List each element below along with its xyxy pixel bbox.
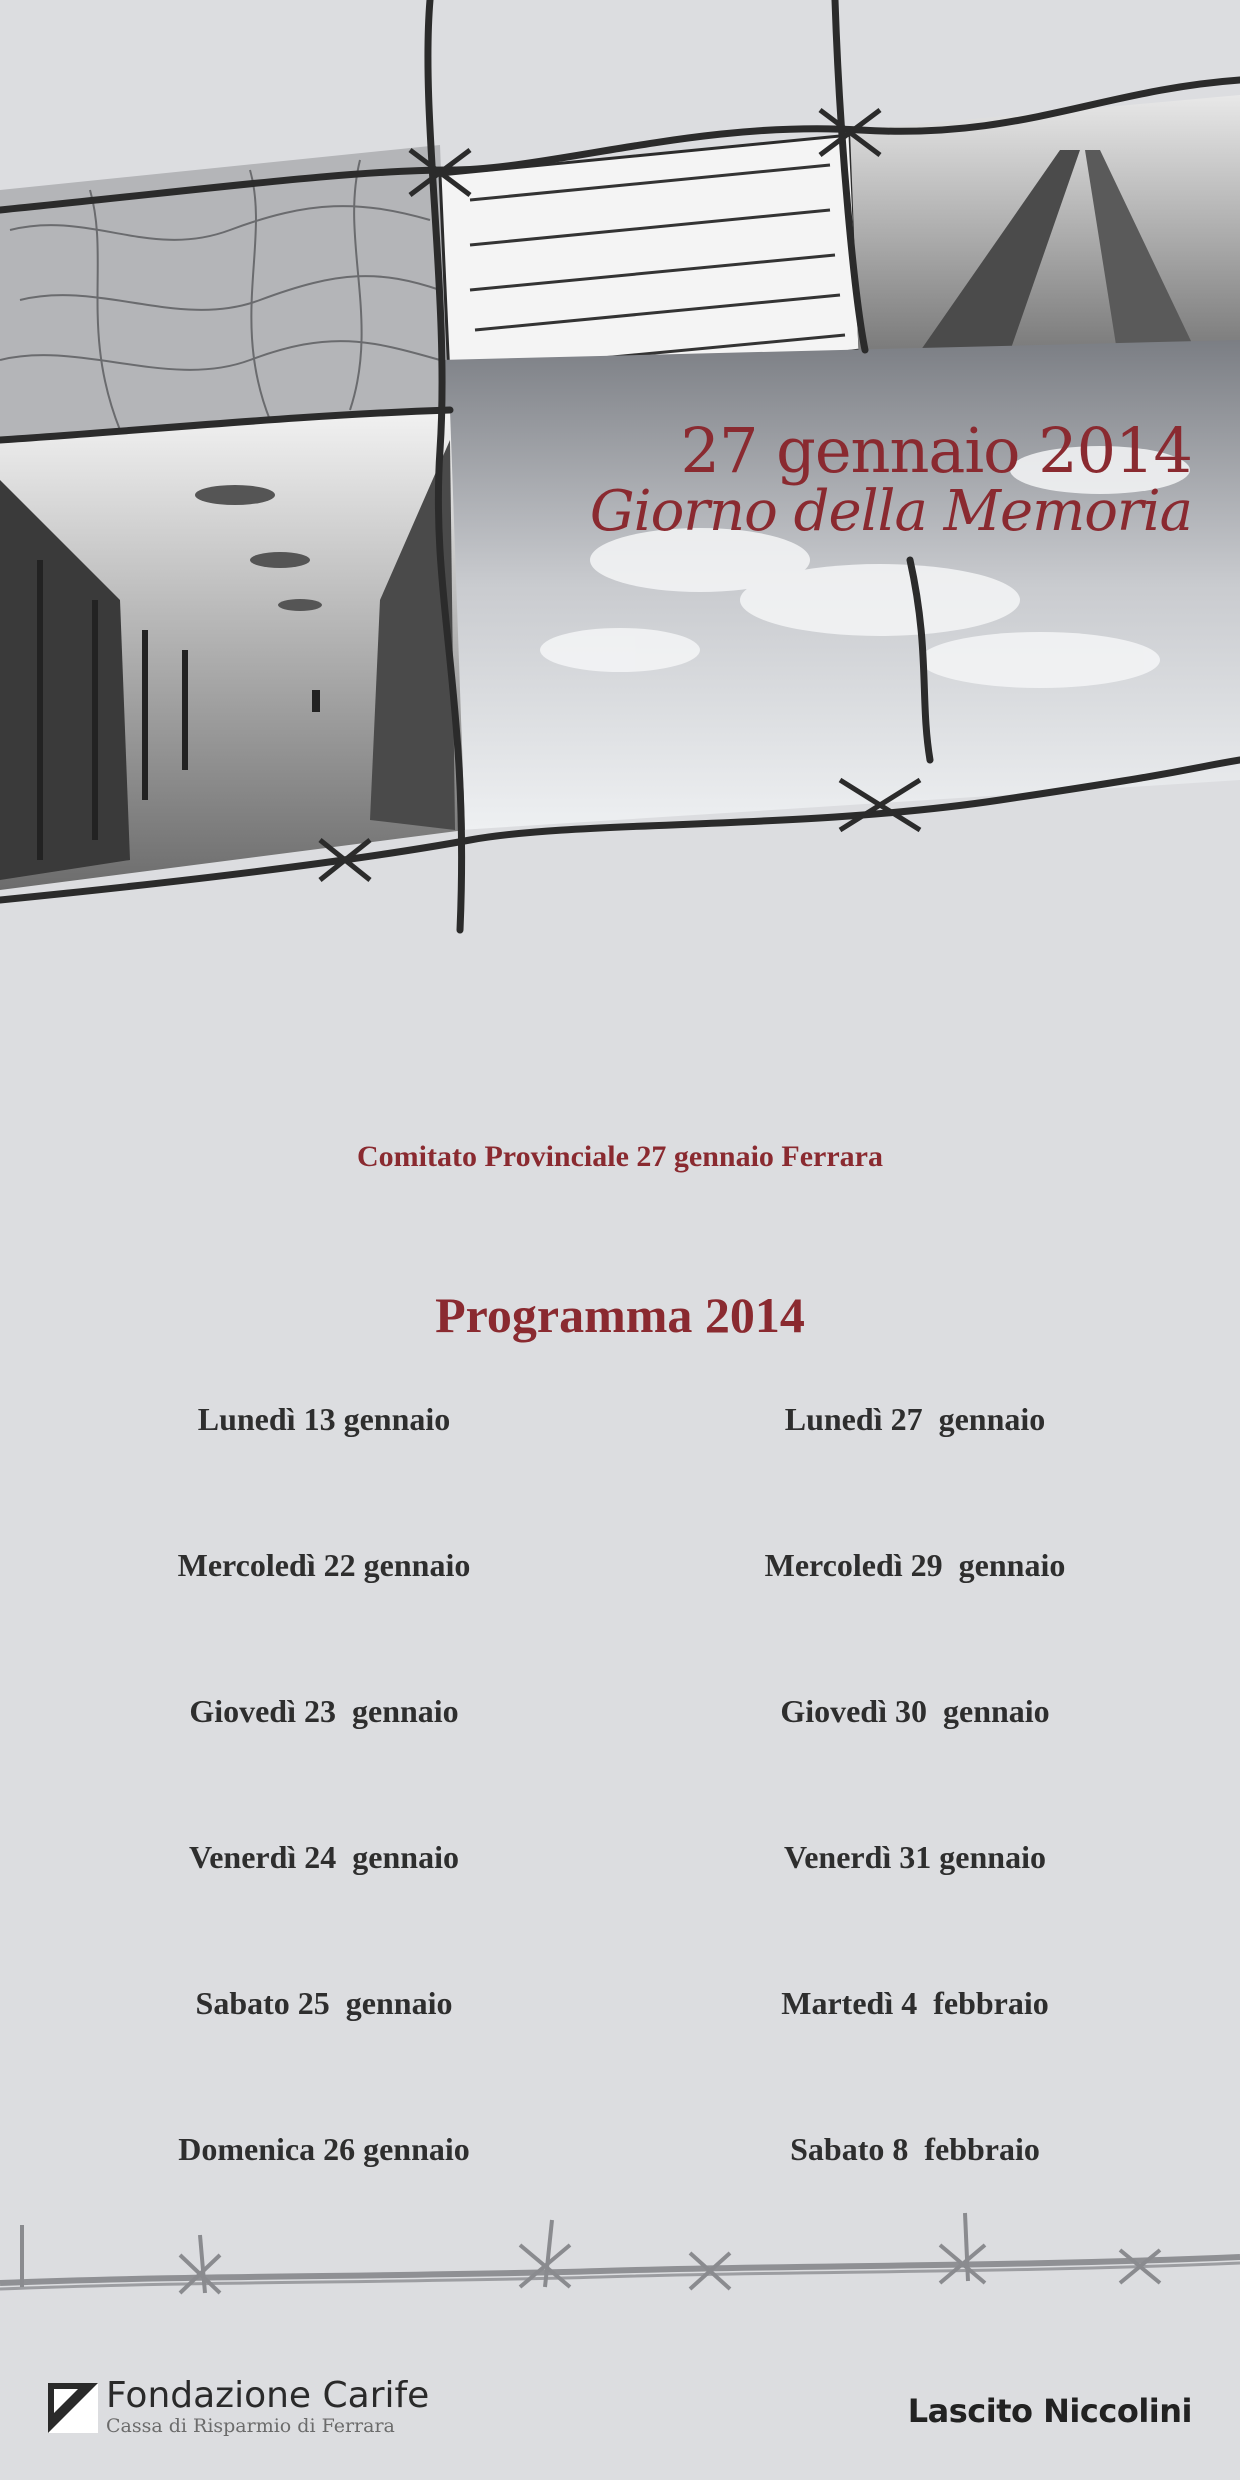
sponsor-subtitle: Cassa di Risparmio di Ferrara	[106, 2415, 395, 2437]
programme-date: Giovedì 23 gennaio	[189, 1693, 459, 1729]
programme-date: Mercoledì 29 gennaio	[764, 1547, 1066, 1583]
programme-right-column	[635, 1395, 1195, 2271]
committee-name: Comitato Provinciale 27 gennaio Ferrara	[357, 1140, 883, 1173]
programme-date: Lunedì 27 gennaio	[784, 1401, 1046, 1437]
barbed-wire-divider	[0, 2205, 1240, 2295]
programme-date: Sabato 25 gennaio	[195, 1985, 453, 2021]
event-title: Giorno della Memoria	[589, 479, 1192, 545]
programme-date: Domenica 26 gennaio	[178, 2131, 470, 2167]
programme-date: Venerdì 31 gennaio	[784, 1839, 1046, 1875]
programme-date: Sabato 8 febbraio	[790, 2131, 1040, 2167]
sponsor-logo	[48, 2375, 430, 2438]
bequest-name: Lascito Niccolini	[907, 2392, 1192, 2430]
title-block	[589, 414, 1192, 545]
programme-date: Martedì 4 febbraio	[781, 1985, 1049, 2021]
camp-corridor-photo	[0, 410, 465, 890]
programme-title: Programma 2014	[435, 1287, 805, 1343]
sponsor-name: Fondazione Carife	[106, 2375, 430, 2416]
carife-logo-icon	[48, 2383, 98, 2433]
programme-date: Venerdì 24 gennaio	[189, 1839, 459, 1875]
date-title: 27 gennaio 2014	[680, 414, 1192, 487]
programme-date: Giovedì 30 gennaio	[780, 1693, 1050, 1729]
programme-date: Mercoledì 22 gennaio	[177, 1547, 471, 1583]
programme-left-column	[44, 1395, 604, 2271]
programme-date: Lunedì 13 gennaio	[197, 1401, 451, 1437]
